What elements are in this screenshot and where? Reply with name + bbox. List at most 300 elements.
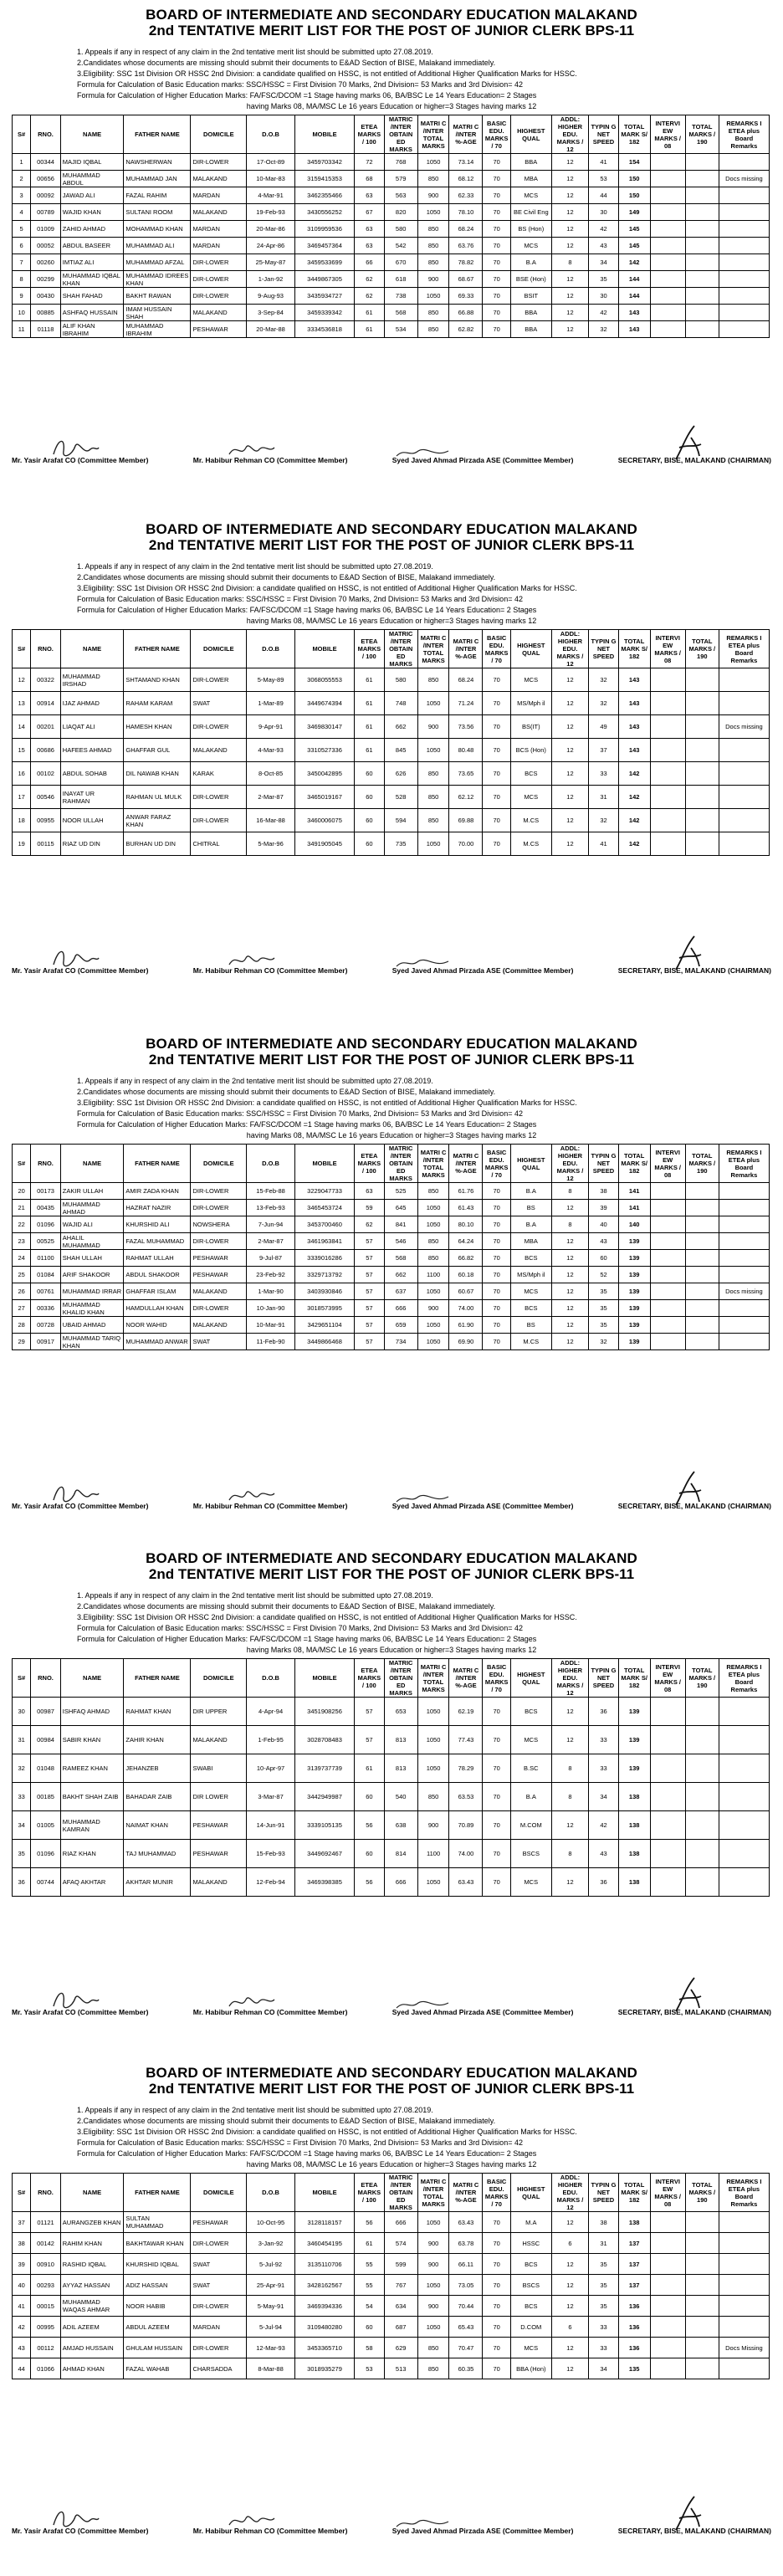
table-cell: 35 [589, 1300, 619, 1317]
table-cell: HAMDULLAH KHAN [124, 1300, 191, 1317]
column-header: ETEA MARKS / 100 [355, 115, 385, 154]
note-line: having Marks 08, MA/MSC Le 16 years Education or higher=3 Stages having marks 12 [246, 102, 537, 110]
signature-member-3: Syed Javed Ahmad Pirzada ASE (Committee Member) [392, 1502, 574, 1510]
table-cell [685, 154, 719, 171]
table-cell: 57 [355, 1334, 385, 1350]
table-cell: 35 [589, 271, 619, 288]
handwritten-signature-icon [393, 2515, 452, 2532]
table-cell: 139 [618, 1754, 650, 1783]
column-header: INTERVI EW MARKS / 08 [650, 115, 685, 154]
table-cell: 12 [551, 2275, 588, 2296]
table-cell [650, 786, 685, 809]
list-subtitle: 2nd TENTATIVE MERIT LIST FOR THE POST OF JUNIOR CLERK BPS-11 [148, 537, 635, 553]
table-cell: MALAKAND [191, 204, 247, 221]
table-cell: 850 [417, 254, 449, 271]
handwritten-signature-icon [226, 438, 276, 463]
table-cell: 12 [551, 187, 588, 204]
table-cell: 542 [384, 238, 417, 254]
column-header: MATRIC /INTER OBTAIN ED MARKS [384, 2174, 417, 2212]
table-cell: 144 [618, 288, 650, 305]
table-cell: 70 [483, 1250, 510, 1267]
table-cell [650, 1783, 685, 1811]
table-row [13, 1783, 770, 1811]
table-cell [650, 1868, 685, 1897]
table-cell: 8-Oct-85 [247, 762, 295, 786]
table-cell [719, 2233, 769, 2254]
table-cell: 12 [551, 154, 588, 171]
table-cell: 618 [384, 271, 417, 288]
table-cell [650, 1250, 685, 1267]
table-row [13, 1300, 770, 1317]
table-cell: 3469830147 [294, 715, 354, 739]
table-cell: BURHAN UD DIN [124, 832, 191, 856]
table-cell [685, 321, 719, 338]
table-cell: 61.76 [449, 1183, 483, 1200]
table-cell: 12 [551, 786, 588, 809]
table-cell: 139 [618, 1267, 650, 1283]
table-cell: 3329713792 [294, 1267, 354, 1283]
table-cell: 5-May-91 [247, 2296, 295, 2317]
table-cell: MUHAMMAD AHMAD [60, 1200, 124, 1216]
table-cell: WAJID ALI [60, 1216, 124, 1233]
table-cell: 19 [13, 832, 31, 856]
table-cell: 44 [589, 187, 619, 204]
table-cell [650, 2296, 685, 2317]
table-cell: 4 [13, 204, 31, 221]
table-cell: 00299 [31, 271, 61, 288]
signature-member-1: Mr. Yasir Arafat CO (Committee Member) [12, 2527, 149, 2535]
table-cell: 37 [589, 739, 619, 762]
table-cell: 40 [13, 2275, 31, 2296]
table-cell: LIAQAT ALI [60, 715, 124, 739]
table-cell: 70 [483, 832, 510, 856]
table-cell: 63 [355, 1183, 385, 1200]
table-cell: 814 [384, 1840, 417, 1868]
table-cell: 6 [551, 2317, 588, 2338]
table-cell: 5 [13, 221, 31, 238]
table-cell: 139 [618, 1334, 650, 1350]
column-header: FATHER NAME [124, 630, 191, 668]
table-cell: Docs missing [719, 171, 769, 187]
table-cell: 1050 [417, 2212, 449, 2233]
table-cell: 12 [551, 1267, 588, 1283]
column-header: NAME [60, 2174, 124, 2212]
column-header: ETEA MARKS / 100 [355, 2174, 385, 2212]
table-cell: 3-Jan-92 [247, 2233, 295, 2254]
table-cell: BS [510, 1200, 551, 1216]
table-cell: SABIR KHAN [60, 1726, 124, 1754]
table-cell: 5-May-89 [247, 668, 295, 692]
table-cell: BSE (Hon) [510, 271, 551, 288]
table-cell [685, 1783, 719, 1811]
column-header: ETEA MARKS / 100 [355, 1145, 385, 1183]
note-line: 1. Appeals if any in respect of any claim in the 2nd tentative merit list should be submitted upto 27.08.2019. [77, 2106, 433, 2114]
table-cell [685, 288, 719, 305]
table-cell: SHTAMAND KHAN [124, 668, 191, 692]
table-cell: 01005 [31, 1811, 61, 1840]
note-line: Formula for Calculation of Higher Education Marks: FA/FSC/DCOM =1 Stage having marks 06, BA/BSC Le 14 Years Education= 2 Stages [77, 1635, 537, 1643]
table-cell: 579 [384, 171, 417, 187]
table-cell: 30 [13, 1698, 31, 1726]
table-row [13, 715, 770, 739]
table-cell [685, 204, 719, 221]
table-cell: DIR-LOWER [191, 715, 247, 739]
table-cell: BCS [510, 762, 551, 786]
table-cell: AMJAD HUSSAIN [60, 2338, 124, 2358]
table-row [13, 1317, 770, 1334]
table-cell: 49 [589, 715, 619, 739]
table-cell: 00435 [31, 1200, 61, 1216]
note-line: having Marks 08, MA/MSC Le 16 years Education or higher=3 Stages having marks 12 [246, 1131, 537, 1139]
table-cell: 35 [589, 2275, 619, 2296]
table-cell: 12 [551, 1811, 588, 1840]
table-cell: 39 [13, 2254, 31, 2275]
table-cell: MUHAMMAD ABDUL [60, 171, 124, 187]
table-cell: KHURSHID ALI [124, 1216, 191, 1233]
table-cell: DIR-LOWER [191, 1233, 247, 1250]
table-cell: 900 [417, 1811, 449, 1840]
table-cell: 3159415353 [294, 171, 354, 187]
table-cell: 15 [13, 739, 31, 762]
table-cell: 70 [483, 2358, 510, 2379]
merit-table [12, 1144, 770, 1350]
column-header: REMARKS I ETEA plus Board Remarks [719, 1145, 769, 1183]
column-header: MATRI C /INTER TOTAL MARKS [417, 115, 449, 154]
table-cell: 35 [13, 1840, 31, 1868]
column-header: FATHER NAME [124, 115, 191, 154]
table-cell: 7 [13, 254, 31, 271]
note-line: 3.Eligibility: SSC 1st Division OR HSSC 2nd Division: a candidate qualified on HSSC, is not entitled of Additional Higher Qualification Marks for HSSC. [77, 1613, 577, 1621]
table-cell: 138 [618, 1840, 650, 1868]
table-row [13, 1726, 770, 1754]
table-cell: BCS [510, 2254, 551, 2275]
table-row [13, 1233, 770, 1250]
table-cell: 00173 [31, 1183, 61, 1200]
table-cell: HAZRAT NAZIR [124, 1200, 191, 1216]
table-cell: 139 [618, 1250, 650, 1267]
table-cell [650, 1698, 685, 1726]
table-cell [685, 221, 719, 238]
table-cell: 70.00 [449, 832, 483, 856]
table-cell: 01118 [31, 321, 61, 338]
table-cell: 00525 [31, 1233, 61, 1250]
table-cell: MUHAMMAD ALI [124, 238, 191, 254]
table-cell: 78.10 [449, 204, 483, 221]
column-header: MATRI C /INTER TOTAL MARKS [417, 2174, 449, 2212]
merit-list-page [0, 515, 783, 1029]
table-cell: 149 [618, 204, 650, 221]
table-cell: MS/Mph il [510, 1267, 551, 1283]
table-cell: 143 [618, 321, 650, 338]
table-cell: 1050 [417, 832, 449, 856]
table-cell: 687 [384, 2317, 417, 2338]
table-cell [719, 1216, 769, 1233]
table-cell: 12 [551, 271, 588, 288]
table-cell: 00728 [31, 1317, 61, 1334]
signature-chairman: SECRETARY, BISE, MALAKAND (CHAIRMAN) [617, 1502, 771, 1510]
table-cell: 22 [13, 1216, 31, 1233]
table-cell: 1050 [417, 1698, 449, 1726]
table-cell: MUHAMMAD WAQAS AHMAR [60, 2296, 124, 2317]
table-row [13, 809, 770, 832]
note-line: Formula for Calculation of Basic Education marks: SSC/HSSC = First Division 70 Marks, 2nd Division= 53 Marks and 3rd Division= 42 [77, 2138, 523, 2147]
table-cell: 140 [618, 1216, 650, 1233]
table-cell: DIR-LOWER [191, 786, 247, 809]
table-cell: 39 [589, 1200, 619, 1216]
handwritten-signature-icon [393, 444, 452, 461]
table-cell: 850 [417, 786, 449, 809]
table-cell: 3430556252 [294, 204, 354, 221]
column-header: TOTAL MARKS / 190 [685, 1659, 719, 1698]
table-cell: 43 [589, 1233, 619, 1250]
table-cell [685, 1283, 719, 1300]
table-cell: 850 [417, 305, 449, 321]
table-cell: BSCS [510, 2275, 551, 2296]
table-cell [685, 692, 719, 715]
table-cell [685, 1840, 719, 1868]
table-cell: 12 [551, 1233, 588, 1250]
table-cell: 57 [355, 1267, 385, 1283]
table-cell: MCS [510, 1868, 551, 1897]
table-header-row [13, 1145, 770, 1183]
table-row [13, 187, 770, 204]
table-cell: 594 [384, 809, 417, 832]
column-header: ADDL: HIGHER EDU. MARKS / 12 [551, 2174, 588, 2212]
column-header: TOTAL MARK S/ 182 [618, 115, 650, 154]
table-cell: TAJ MUHAMMAD [124, 1840, 191, 1868]
table-cell: 8-Mar-88 [247, 2358, 295, 2379]
table-row [13, 2212, 770, 2233]
table-cell: 00052 [31, 238, 61, 254]
table-cell: 33 [589, 1754, 619, 1783]
table-cell: 25-Apr-91 [247, 2275, 295, 2296]
table-cell: NAWSHERWAN [124, 154, 191, 171]
table-row [13, 254, 770, 271]
table-cell: 768 [384, 154, 417, 171]
table-cell: DIR-LOWER [191, 2338, 247, 2358]
column-header: MOBILE [294, 1659, 354, 1698]
table-cell [650, 204, 685, 221]
note-line: Formula for Calculation of Basic Education marks: SSC/HSSC = First Division 70 Marks, 2nd Division= 53 Marks and 3rd Division= 42 [77, 595, 523, 603]
table-cell: 142 [618, 832, 650, 856]
table-cell: MUHAMMAD IDREES KHAN [124, 271, 191, 288]
signature-block [12, 2008, 771, 2016]
handwritten-signature-icon [393, 1490, 452, 1507]
table-cell: DIL NAWAB KHAN [124, 762, 191, 786]
table-cell: DIR-LOWER [191, 2233, 247, 2254]
table-cell: PESHAWAR [191, 2212, 247, 2233]
column-header: TOTAL MARK S/ 182 [618, 630, 650, 668]
table-cell: 41 [589, 154, 619, 171]
table-cell: 3459703342 [294, 154, 354, 171]
handwritten-signature-icon [226, 2508, 276, 2533]
table-cell: 2 [13, 171, 31, 187]
table-cell: M.CS [510, 1334, 551, 1350]
table-cell: 3451908256 [294, 1698, 354, 1726]
table-cell: 143 [618, 692, 650, 715]
table-cell: BBA [510, 154, 551, 171]
table-cell: 66 [355, 254, 385, 271]
table-cell: 59 [355, 1200, 385, 1216]
column-header: MATRI C /INTER %-AGE [449, 1145, 483, 1183]
table-cell [719, 762, 769, 786]
table-cell: FAZAL RAHIM [124, 187, 191, 204]
table-cell: NAIMAT KHAN [124, 1811, 191, 1840]
handwritten-signature-icon [50, 2505, 100, 2533]
table-cell: 70 [483, 762, 510, 786]
table-cell: 67 [355, 204, 385, 221]
table-cell: 1 [13, 154, 31, 171]
signature-member-3: Syed Javed Ahmad Pirzada ASE (Committee Member) [392, 2008, 574, 2016]
table-cell: 12 [551, 1726, 588, 1754]
table-cell: 64.24 [449, 1233, 483, 1250]
table-cell: M.CS [510, 809, 551, 832]
table-cell: 10-Apr-97 [247, 1754, 295, 1783]
table-cell: 3428162567 [294, 2275, 354, 2296]
column-header: MATRI C /INTER TOTAL MARKS [417, 1145, 449, 1183]
table-cell: B.A [510, 1216, 551, 1233]
table-row [13, 1216, 770, 1233]
table-cell: 01100 [31, 1250, 61, 1267]
table-row [13, 1754, 770, 1783]
table-cell: 00430 [31, 288, 61, 305]
column-header: DOMICILE [191, 1145, 247, 1183]
table-cell: FAZAL WAHAB [124, 2358, 191, 2379]
table-cell [719, 1250, 769, 1267]
table-cell: 12 [551, 715, 588, 739]
table-row [13, 739, 770, 762]
table-cell: 29 [13, 1334, 31, 1350]
table-cell: 41 [13, 2296, 31, 2317]
table-cell: 70 [483, 271, 510, 288]
table-cell: 19-Feb-93 [247, 204, 295, 221]
table-cell: 139 [618, 1698, 650, 1726]
handwritten-signature-icon [50, 1986, 100, 2015]
table-cell: 57 [355, 1250, 385, 1267]
table-cell: 70 [483, 1283, 510, 1300]
table-cell: 813 [384, 1754, 417, 1783]
table-cell: 43 [13, 2338, 31, 2358]
column-header: BASIC EDU. MARKS / 70 [483, 1145, 510, 1183]
table-cell: 1100 [417, 1840, 449, 1868]
table-cell: 70 [483, 238, 510, 254]
table-cell: 35 [589, 1317, 619, 1334]
table-cell: AHALIL MUHAMMAD [60, 1233, 124, 1250]
table-cell: 61 [355, 2233, 385, 2254]
table-cell: 3 [13, 187, 31, 204]
table-cell: 15-Feb-88 [247, 1183, 295, 1200]
table-cell: 53 [589, 171, 619, 187]
table-cell: 3128118157 [294, 2212, 354, 2233]
table-cell: 01096 [31, 1840, 61, 1868]
table-cell [719, 1868, 769, 1897]
table-cell [685, 2338, 719, 2358]
table-cell: RAHAM KARAM [124, 692, 191, 715]
table-cell: NOWSHERA [191, 1216, 247, 1233]
table-cell: 528 [384, 786, 417, 809]
handwritten-signature-icon [393, 955, 452, 971]
table-cell: BAKHTAWAR KHAN [124, 2233, 191, 2254]
table-cell [719, 1783, 769, 1811]
table-cell: MCS [510, 668, 551, 692]
table-cell: 12 [551, 668, 588, 692]
note-line: 1. Appeals if any in respect of any claim in the 2nd tentative merit list should be submitted upto 27.08.2019. [77, 1077, 433, 1085]
table-cell: 145 [618, 238, 650, 254]
table-cell: 68.24 [449, 668, 483, 692]
column-header: FATHER NAME [124, 1145, 191, 1183]
signature-member-1: Mr. Yasir Arafat CO (Committee Member) [12, 2008, 149, 2016]
table-cell: 63 [355, 187, 385, 204]
table-cell: 850 [417, 762, 449, 786]
table-cell: MALAKAND [191, 171, 247, 187]
table-cell [719, 238, 769, 254]
table-cell: 3-Mar-87 [247, 1783, 295, 1811]
table-cell: 56 [355, 1868, 385, 1897]
table-cell: MCS [510, 238, 551, 254]
table-cell: 144 [618, 271, 650, 288]
table-row [13, 2338, 770, 2358]
table-cell [685, 1300, 719, 1317]
table-cell [650, 1233, 685, 1250]
table-row [13, 238, 770, 254]
table-cell [650, 739, 685, 762]
table-cell: PESHAWAR [191, 321, 247, 338]
table-cell: ABDUL SHAKOOR [124, 1267, 191, 1283]
table-cell: 00260 [31, 254, 61, 271]
table-cell: BCS [510, 1250, 551, 1267]
table-cell: 34 [13, 1811, 31, 1840]
table-cell: 78.82 [449, 254, 483, 271]
table-cell: 13-Feb-93 [247, 1200, 295, 1216]
table-cell: MALAKAND [191, 1726, 247, 1754]
signature-block [12, 456, 771, 464]
table-cell [685, 2233, 719, 2254]
table-cell: MARDAN [191, 238, 247, 254]
table-cell: 1050 [417, 1200, 449, 1216]
table-cell: 62 [355, 271, 385, 288]
handwritten-signature-icon [669, 1468, 706, 1510]
table-cell: 735 [384, 832, 417, 856]
table-cell: MARDAN [191, 221, 247, 238]
table-cell: 12 [551, 288, 588, 305]
table-cell: 70 [483, 2338, 510, 2358]
board-title: BOARD OF INTERMEDIATE AND SECONDARY EDUCATION MALAKAND [146, 2065, 637, 2081]
table-cell [719, 2254, 769, 2275]
column-header: D.O.B [247, 630, 295, 668]
table-cell: 01084 [31, 1267, 61, 1283]
table-cell: 60 [355, 1783, 385, 1811]
column-header: RNO. [31, 2174, 61, 2212]
table-cell: 8 [551, 1783, 588, 1811]
table-cell [719, 1726, 769, 1754]
table-cell: FAZAL MUHAMMAD [124, 1233, 191, 1250]
note-line: 3.Eligibility: SSC 1st Division OR HSSC 2nd Division: a candidate qualified on HSSC, is not entitled of Additional Higher Qualification Marks for HSSC. [77, 1099, 577, 1107]
handwritten-signature-icon [226, 1483, 276, 1508]
table-cell: 10-Mar-91 [247, 1317, 295, 1334]
table-row [13, 1267, 770, 1283]
table-cell: 57 [355, 1283, 385, 1300]
table-cell: 3449692467 [294, 1840, 354, 1868]
column-header: HIGHEST QUAL [510, 115, 551, 154]
table-cell: 12 [551, 321, 588, 338]
table-cell: 12 [551, 2212, 588, 2233]
table-cell: MARDAN [191, 2317, 247, 2338]
column-header: S# [13, 115, 31, 154]
column-header: HIGHEST QUAL [510, 1659, 551, 1698]
table-cell: 12 [551, 1698, 588, 1726]
table-cell: 70 [483, 1698, 510, 1726]
note-line: 1. Appeals if any in respect of any claim in the 2nd tentative merit list should be submitted upto 27.08.2019. [77, 562, 433, 571]
